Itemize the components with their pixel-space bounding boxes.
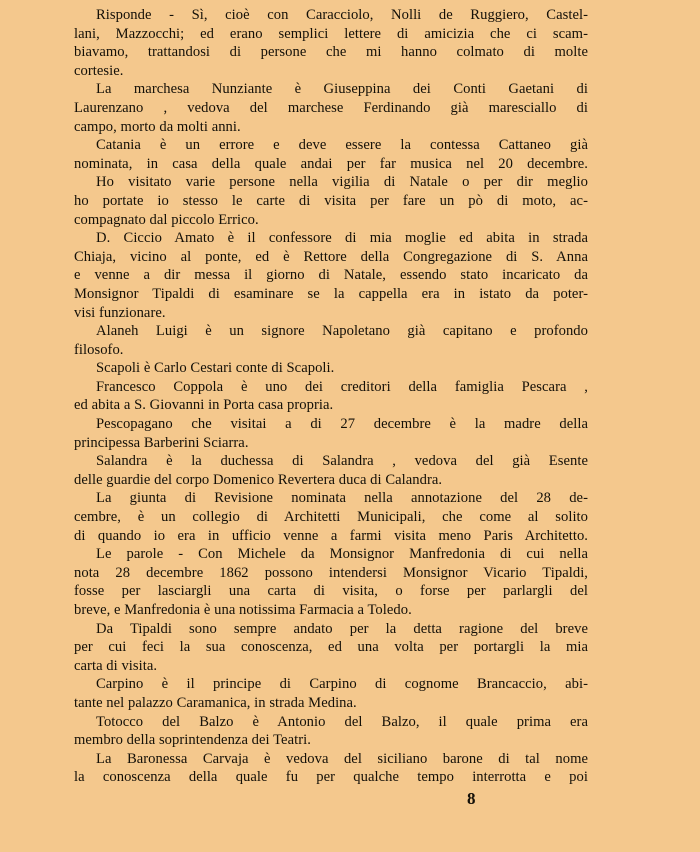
text-line: Carpino è il principe di Carpino di cognome Brancaccio, abi- <box>96 676 588 693</box>
text-line: cembre, è un collegio di Architetti Municipali, che come al solito <box>74 509 588 526</box>
text-line: Totocco del Balzo è Antonio del Balzo, il quale prima era <box>96 713 588 730</box>
body-text <box>74 6 588 787</box>
text-line: per cui feci la sua conoscenza, ed una volta per portargli la mia <box>74 639 588 656</box>
text-line: Scapoli è Carlo Cestari conte di Scapoli. <box>96 360 335 377</box>
text-line: Catania è un errore e deve essere la contessa Cattaneo già <box>96 137 588 154</box>
text-line: ed abita a S. Giovanni in Porta casa propria. <box>74 397 334 414</box>
text-line: membro della soprintendenza dei Teatri. <box>74 732 311 749</box>
text-line: compagnato dal piccolo Errico. <box>74 211 259 228</box>
text-line: Monsignor Tipaldi di esaminare se la cappella era in istato da poter- <box>74 285 588 302</box>
text-line: La giunta di Revisione nominata nella annotazione del 28 de- <box>96 490 588 507</box>
text-line: Risponde - Sì, cioè con Caracciolo, Nolli de Ruggiero, Castel- <box>96 7 588 23</box>
text-line: ho portate io stesso le carte di visita per fare un pò di moto, ac- <box>74 192 588 209</box>
text-line: visi funzionare. <box>74 304 166 321</box>
text-line: filosofo. <box>74 341 124 358</box>
text-line: Salandra è la duchessa di Salandra , vedova del già Esente <box>96 453 588 470</box>
text-line: Alaneh Luigi è un signore Napoletano già capitano e profondo <box>96 323 588 340</box>
text-line: Pescopagano che visitai a di 27 decembre è la madre della <box>96 416 588 433</box>
text-line: delle guardie del corpo Domenico Revertera duca di Calandra. <box>74 471 443 488</box>
text-line: Laurenzano , vedova del marchese Ferdinando già maresciallo di <box>74 99 588 116</box>
text-line: biavamo, trattandosi di persone che mi hanno colmato di molte <box>74 44 588 61</box>
text-line: D. Ciccio Amato è il confessore di mia moglie ed abita in strada <box>96 230 588 247</box>
text-line: Chiaja, vicino al ponte, ed è Rettore della Congregazione di S. Anna <box>74 248 588 265</box>
text-line: Francesco Coppola è uno dei creditori della famiglia Pescara , <box>96 378 588 395</box>
text-line: la conoscenza della quale fu per qualche tempo interrotta e poi <box>74 769 588 786</box>
text-line: fosse per lasciargli una carta di visita, o forse per parlargli del <box>74 583 588 600</box>
text-line: Da Tipaldi sono sempre andato per la detta ragione del breve <box>96 620 588 637</box>
text-line: Le parole - Con Michele da Monsignor Manfredonia di cui nella <box>96 546 588 563</box>
text-line: cortesie. <box>74 62 124 79</box>
text-line: campo, morto da molti anni. <box>74 118 241 135</box>
text-line: breve, e Manfredonia è una notissima Farmacia a Toledo. <box>74 602 412 618</box>
text-line: e venne a dir messa il giorno di Natale, essendo stato incaricato da <box>74 267 588 284</box>
text-line: principessa Barberini Sciarra. <box>74 434 249 451</box>
text-line: La marchesa Nunziante è Giuseppina dei Conti Gaetani di <box>96 81 588 98</box>
text-line: lani, Mazzocchi; ed erano semplici lettere di amicizia che ci scam- <box>74 25 588 42</box>
text-line: nominata, in casa della quale andai per far musica nel 20 decembre. <box>74 155 588 172</box>
text-line: Ho visitato varie persone nella vigilia di Natale o per dir meglio <box>96 174 588 191</box>
text-line: tante nel palazzo Caramanica, in strada Medina. <box>74 694 357 711</box>
text-line: carta di visita. <box>74 657 158 674</box>
text-line: nota 28 decembre 1862 possono intendersi Monsignor Vicario Tipaldi, <box>74 564 588 581</box>
page-number: 8 <box>467 789 476 808</box>
text-line: La Baronessa Carvaja è vedova del siciliano barone di tal nome <box>96 750 588 767</box>
text-line: di quando io era in ufficio venne a farmi visita meno Paris Architetto. <box>74 527 588 544</box>
